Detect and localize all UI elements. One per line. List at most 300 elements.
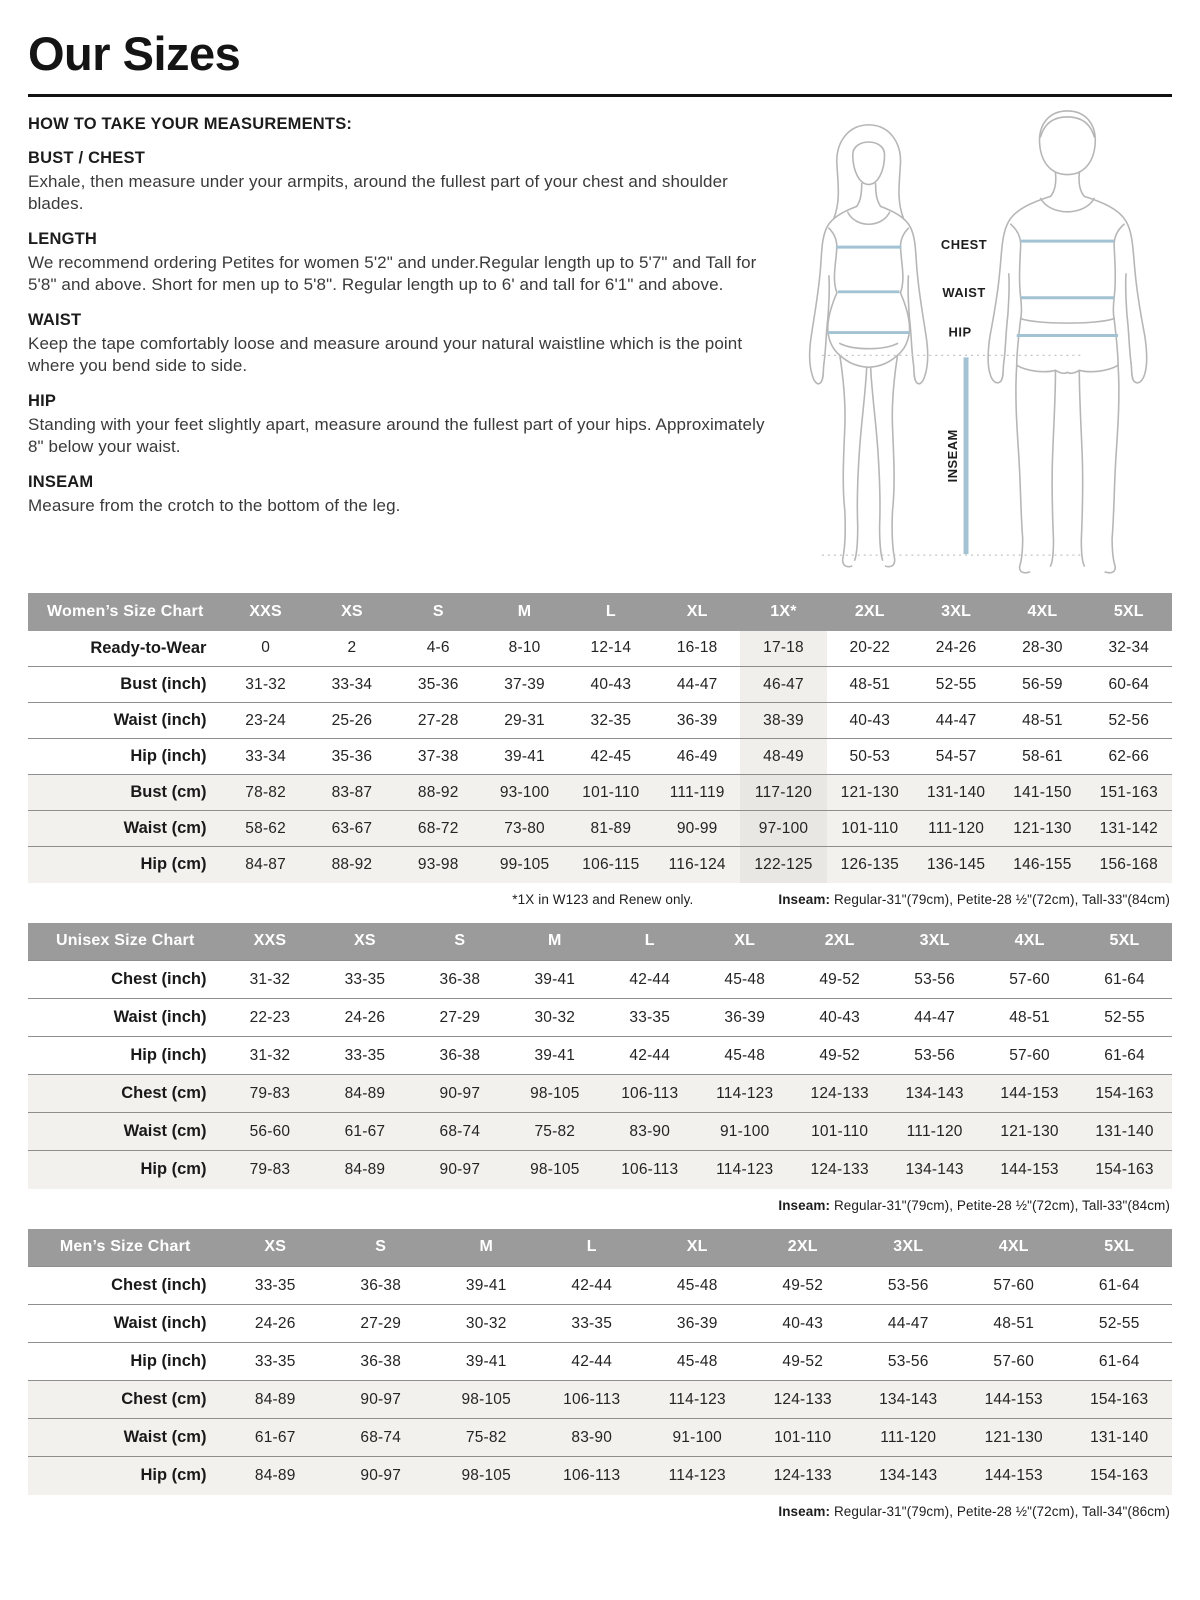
row-label-cell: Waist (inch) — [113, 711, 207, 730]
size-value-cell: 114-123 — [716, 1084, 774, 1102]
size-value-cell: 32-34 — [1108, 639, 1150, 657]
size-column-header: XL — [697, 923, 792, 961]
chest-label: CHEST — [940, 236, 988, 252]
size-value-cell: 33-34 — [245, 747, 286, 765]
size-value-cell: 33-35 — [254, 1352, 296, 1370]
size-value-cell: 154-163 — [1090, 1390, 1149, 1408]
waist-label: WAIST — [942, 284, 986, 300]
row-label-cell: Hip (cm) — [140, 855, 207, 874]
size-value-cell: 98-105 — [461, 1466, 511, 1484]
size-value-cell: 53-56 — [914, 970, 955, 988]
size-value-cell: 106-115 — [582, 855, 640, 873]
size-value-cell: 39-41 — [534, 1046, 576, 1064]
size-column-header: XS — [309, 593, 395, 631]
size-value-cell: 57-60 — [993, 1276, 1035, 1294]
size-value-cell: 53-56 — [887, 1276, 929, 1294]
size-value-cell: 126-135 — [840, 855, 899, 873]
size-value-cell: 154-163 — [1095, 1084, 1154, 1102]
table-notes — [28, 1504, 1170, 1519]
size-value-cell: 45-48 — [724, 1046, 766, 1064]
size-value-cell: 57-60 — [1009, 970, 1050, 988]
row-label-cell: Chest (cm) — [121, 1390, 207, 1409]
size-value-cell: 45-48 — [676, 1276, 718, 1294]
size-value-cell: 68-74 — [439, 1122, 481, 1140]
size-value-cell: 84-87 — [245, 855, 286, 873]
size-value-cell: 61-64 — [1104, 1046, 1145, 1064]
size-column-header: L — [602, 923, 697, 961]
size-value-cell: 78-82 — [245, 783, 286, 801]
size-value-cell: 68-72 — [417, 819, 459, 837]
footnote-inseam — [778, 1504, 1170, 1519]
unisex-size-chart — [28, 923, 1172, 1213]
footnote-inseam-label: Inseam: — [778, 1197, 831, 1213]
size-value-cell: 45-48 — [676, 1352, 718, 1370]
size-value-cell: 31-32 — [249, 1046, 291, 1064]
table-title-cell: Women’s Size Chart — [28, 593, 222, 631]
body-measurement-diagram — [770, 105, 1172, 577]
size-value-cell: 39-41 — [465, 1352, 507, 1370]
row-label-cell: Waist (cm) — [123, 1428, 207, 1447]
row-label-cell: Waist (cm) — [123, 819, 207, 838]
size-value-cell: 146-155 — [1013, 855, 1072, 873]
size-value-cell: 141-150 — [1013, 783, 1072, 801]
row-label-cell: Hip (inch) — [130, 1352, 207, 1371]
size-value-cell: 97-100 — [740, 811, 826, 847]
footnote-inseam — [778, 1198, 1170, 1213]
size-value-cell: 33-35 — [571, 1314, 613, 1332]
size-value-cell: 36-38 — [360, 1352, 402, 1370]
size-value-cell: 42-44 — [629, 1046, 671, 1064]
instruction-heading: HIP — [28, 392, 57, 411]
size-value-cell: 84-89 — [344, 1084, 386, 1102]
instruction-section — [28, 473, 770, 517]
size-column-header: XL — [644, 1229, 750, 1267]
size-value-cell: 44-47 — [935, 711, 977, 729]
size-value-cell: 24-26 — [935, 639, 977, 657]
size-value-cell: 61-64 — [1098, 1276, 1140, 1294]
size-table-row — [28, 1419, 1172, 1457]
size-value-cell: 124-133 — [810, 1084, 869, 1102]
row-label-cell: Ready-to-Wear — [90, 638, 207, 657]
size-value-cell: 31-32 — [249, 970, 291, 988]
size-value-cell: 40-43 — [819, 1008, 860, 1026]
size-table-row — [28, 1457, 1172, 1495]
instruction-section — [28, 392, 770, 458]
size-table-row — [28, 1343, 1172, 1381]
size-table-row — [28, 961, 1172, 999]
size-value-cell: 36-39 — [676, 711, 718, 729]
size-value-cell: 106-113 — [563, 1390, 621, 1408]
size-value-cell: 79-83 — [249, 1084, 291, 1102]
size-column-header: XXS — [222, 923, 317, 961]
size-table-row — [28, 1381, 1172, 1419]
size-value-cell: 52-55 — [1104, 1008, 1145, 1026]
size-column-header: 2XL — [827, 593, 913, 631]
size-value-cell: 49-52 — [782, 1276, 824, 1294]
size-value-cell: 20-22 — [849, 639, 891, 657]
size-value-cell: 39-41 — [465, 1276, 507, 1294]
mens-size-table — [28, 1229, 1172, 1495]
size-table-header-row — [28, 923, 1172, 961]
woman-figure-outline — [810, 125, 928, 567]
size-value-cell: 134-143 — [879, 1466, 938, 1484]
footnote-inseam-text: Regular-31"(79cm), Petite-28 ½"(72cm), Tall-33"(84cm) — [830, 1197, 1170, 1213]
size-value-cell: 88-92 — [417, 783, 459, 801]
size-value-cell: 33-35 — [344, 1046, 386, 1064]
size-value-cell: 151-163 — [1099, 783, 1158, 801]
size-value-cell: 56-59 — [1022, 675, 1063, 693]
instruction-sections — [28, 149, 770, 518]
size-value-cell: 93-100 — [499, 783, 550, 801]
row-label-cell: Waist (inch) — [113, 1008, 207, 1027]
size-value-cell: 131-142 — [1099, 819, 1158, 837]
size-value-cell: 75-82 — [534, 1122, 576, 1140]
size-value-cell: 16-18 — [676, 639, 718, 657]
size-value-cell: 56-60 — [249, 1122, 291, 1140]
size-value-cell: 30-32 — [465, 1314, 507, 1332]
size-column-header: XXS — [222, 593, 308, 631]
size-column-header: 2XL — [750, 1229, 856, 1267]
size-value-cell: 136-145 — [926, 855, 986, 873]
size-value-cell: 93-98 — [417, 855, 459, 873]
size-column-header: 5XL — [1086, 593, 1172, 631]
size-value-cell: 39-41 — [504, 747, 545, 765]
footnote-inseam — [778, 892, 1170, 907]
womens-size-chart — [28, 593, 1172, 907]
size-value-cell: 27-29 — [439, 1008, 481, 1026]
size-value-cell: 49-52 — [819, 970, 860, 988]
top-section — [28, 109, 1172, 577]
size-value-cell: 99-105 — [499, 855, 550, 873]
size-value-cell: 40-43 — [590, 675, 632, 693]
size-value-cell: 75-82 — [465, 1428, 507, 1446]
size-column-header: M — [481, 593, 567, 631]
size-table-row — [28, 631, 1172, 667]
size-value-cell: 111-119 — [669, 783, 725, 801]
size-table-row — [28, 1267, 1172, 1305]
size-value-cell: 101-110 — [811, 1122, 869, 1140]
size-value-cell: 40-43 — [782, 1314, 824, 1332]
size-value-cell: 36-39 — [724, 1008, 766, 1026]
size-column-header: 1X* — [740, 593, 826, 631]
size-value-cell: 42-44 — [571, 1352, 613, 1370]
size-value-cell: 27-28 — [417, 711, 459, 729]
size-value-cell: 27-29 — [360, 1314, 402, 1332]
size-value-cell: 52-56 — [1108, 711, 1150, 729]
size-value-cell: 42-45 — [590, 747, 632, 765]
size-value-cell: 134-143 — [879, 1390, 938, 1408]
size-table-header-row — [28, 593, 1172, 631]
instruction-heading: BUST / CHEST — [28, 148, 145, 167]
size-value-cell: 50-53 — [849, 747, 891, 765]
size-value-cell: 61-67 — [254, 1428, 296, 1446]
size-value-cell: 121-130 — [840, 783, 899, 801]
size-value-cell: 24-26 — [344, 1008, 386, 1026]
row-label-cell: Bust (inch) — [120, 675, 207, 694]
size-value-cell: 116-124 — [668, 855, 726, 873]
size-value-cell: 131-140 — [1090, 1428, 1149, 1446]
size-table-row — [28, 1037, 1172, 1075]
row-label-cell: Waist (cm) — [123, 1122, 207, 1141]
size-value-cell: 90-97 — [360, 1466, 402, 1484]
size-value-cell: 101-110 — [582, 783, 640, 801]
size-value-cell: 98-105 — [530, 1160, 580, 1178]
size-value-cell: 58-61 — [1022, 747, 1063, 765]
size-value-cell: 144-153 — [1000, 1160, 1059, 1178]
size-value-cell: 30-32 — [534, 1008, 576, 1026]
size-value-cell: 42-44 — [629, 970, 671, 988]
size-column-header: 2XL — [792, 923, 887, 961]
footnote-inseam-label: Inseam: — [778, 1503, 831, 1519]
size-value-cell: 35-36 — [331, 747, 373, 765]
size-table-row — [28, 703, 1172, 739]
size-value-cell: 101-110 — [841, 819, 899, 837]
size-value-cell: 48-51 — [849, 675, 891, 693]
size-value-cell: 8-10 — [508, 639, 541, 657]
size-value-cell: 48-49 — [740, 739, 826, 775]
size-value-cell: 114-123 — [668, 1390, 726, 1408]
size-value-cell: 154-163 — [1090, 1466, 1149, 1484]
row-label-cell: Bust (cm) — [130, 783, 207, 802]
size-column-header: 4XL — [961, 1229, 1067, 1267]
size-table-row — [28, 1151, 1172, 1189]
size-table-row — [28, 811, 1172, 847]
size-value-cell: 33-35 — [254, 1276, 296, 1294]
size-value-cell: 134-143 — [905, 1084, 964, 1102]
size-value-cell: 106-113 — [621, 1084, 679, 1102]
size-value-cell: 156-168 — [1099, 855, 1158, 873]
size-value-cell: 38-39 — [740, 703, 826, 739]
size-value-cell: 60-64 — [1108, 675, 1150, 693]
table-notes — [28, 892, 1170, 907]
size-value-cell: 40-43 — [849, 711, 891, 729]
row-label-cell: Chest (inch) — [111, 970, 207, 989]
size-value-cell: 32-35 — [590, 711, 632, 729]
instruction-heading: INSEAM — [28, 473, 94, 492]
footnote-inseam-text: Regular-31"(79cm), Petite-28 ½"(72cm), Tall-34"(86cm) — [830, 1503, 1170, 1519]
size-value-cell: 24-26 — [254, 1314, 296, 1332]
size-value-cell: 57-60 — [993, 1352, 1035, 1370]
size-value-cell: 42-44 — [571, 1276, 613, 1294]
size-value-cell: 31-32 — [245, 675, 286, 693]
instruction-section — [28, 149, 770, 215]
size-value-cell: 88-92 — [331, 855, 373, 873]
instructions-heading: HOW TO TAKE YOUR MEASUREMENTS: — [28, 114, 353, 133]
size-column-header: S — [328, 1229, 434, 1267]
size-column-header: M — [433, 1229, 539, 1267]
size-value-cell: 83-87 — [331, 783, 373, 801]
footnote-asterisk: *1X in W123 and Renew only. — [512, 891, 694, 907]
size-value-cell: 144-153 — [1000, 1084, 1059, 1102]
size-value-cell: 23-24 — [245, 711, 286, 729]
size-value-cell: 84-89 — [254, 1390, 296, 1408]
size-column-header: 3XL — [913, 593, 999, 631]
size-value-cell: 46-49 — [676, 747, 718, 765]
footnote-inseam-text: Regular-31"(79cm), Petite-28 ½"(72cm), Tall-33"(84cm) — [830, 891, 1170, 907]
size-value-cell: 84-89 — [344, 1160, 386, 1178]
size-value-cell: 98-105 — [461, 1390, 511, 1408]
row-label-cell: Chest (inch) — [111, 1276, 207, 1295]
size-column-header: XL — [654, 593, 740, 631]
size-column-header: 5XL — [1077, 923, 1172, 961]
table-title-cell: Unisex Size Chart — [28, 923, 222, 961]
size-value-cell: 25-26 — [331, 711, 373, 729]
footnote-inseam-label: Inseam: — [778, 891, 831, 907]
instruction-body: Measure from the crotch to the bottom of the leg. — [28, 496, 401, 516]
size-value-cell: 0 — [261, 639, 271, 657]
size-table-row — [28, 739, 1172, 775]
size-value-cell: 49-52 — [819, 1046, 860, 1064]
size-value-cell: 33-35 — [344, 970, 386, 988]
size-value-cell: 79-83 — [249, 1160, 291, 1178]
size-column-header: XS — [222, 1229, 328, 1267]
instruction-body: We recommend ordering Petites for women 5'2" and under.Regular length up to 5'7" and Tall for 5'8" and above. Short for men up to 5'8". Regular length up to 6' and tall for 6'1" and above. — [28, 252, 757, 294]
page-title: Our Sizes — [28, 27, 241, 80]
size-value-cell: 61-64 — [1098, 1352, 1140, 1370]
size-table-row — [28, 999, 1172, 1037]
size-value-cell: 54-57 — [935, 747, 977, 765]
mens-size-chart — [28, 1229, 1172, 1519]
size-value-cell: 101-110 — [774, 1428, 832, 1446]
instruction-body: Keep the tape comfortably loose and measure around your natural waistline which is the point where you bend side to side. — [28, 334, 743, 376]
size-value-cell: 58-62 — [245, 819, 286, 837]
size-value-cell: 37-38 — [417, 747, 459, 765]
size-value-cell: 22-23 — [249, 1008, 291, 1026]
womens-size-table — [28, 593, 1172, 883]
size-value-cell: 111-120 — [928, 819, 985, 837]
size-value-cell: 134-143 — [905, 1160, 964, 1178]
size-value-cell: 106-113 — [621, 1160, 679, 1178]
size-value-cell: 45-48 — [724, 970, 766, 988]
size-value-cell: 124-133 — [810, 1160, 869, 1178]
row-label-cell: Chest (cm) — [121, 1084, 207, 1103]
size-value-cell: 121-130 — [1000, 1122, 1059, 1140]
size-value-cell: 91-100 — [719, 1122, 770, 1140]
size-value-cell: 68-74 — [360, 1428, 402, 1446]
size-value-cell: 36-39 — [676, 1314, 718, 1332]
size-value-cell: 90-97 — [360, 1390, 402, 1408]
size-value-cell: 63-67 — [331, 819, 373, 837]
row-label-cell: Hip (cm) — [140, 1160, 207, 1179]
size-value-cell: 48-51 — [993, 1314, 1035, 1332]
size-column-header: M — [507, 923, 602, 961]
title-divider — [28, 94, 1172, 97]
size-value-cell: 122-125 — [740, 847, 826, 883]
size-value-cell: 73-80 — [504, 819, 545, 837]
instruction-section — [28, 311, 770, 377]
size-value-cell: 62-66 — [1108, 747, 1150, 765]
size-value-cell: 83-90 — [571, 1428, 613, 1446]
size-value-cell: 131-140 — [1095, 1122, 1154, 1140]
size-table-header-row — [28, 1229, 1172, 1267]
size-value-cell: 81-89 — [590, 819, 632, 837]
size-column-header: XS — [317, 923, 412, 961]
size-value-cell: 61-64 — [1104, 970, 1145, 988]
row-label-cell: Hip (inch) — [130, 1046, 207, 1065]
size-column-header: S — [395, 593, 481, 631]
size-value-cell: 17-18 — [740, 631, 826, 667]
hip-label: HIP — [948, 324, 972, 340]
size-value-cell: 36-38 — [439, 1046, 481, 1064]
size-column-header: 4XL — [982, 923, 1077, 961]
size-value-cell: 4-6 — [426, 639, 450, 657]
size-value-cell: 84-89 — [254, 1466, 296, 1484]
size-value-cell: 48-51 — [1009, 1008, 1050, 1026]
inseam-label: INSEAM — [945, 428, 961, 483]
size-value-cell: 44-47 — [887, 1314, 929, 1332]
size-value-cell: 48-51 — [1022, 711, 1063, 729]
size-value-cell: 57-60 — [1009, 1046, 1050, 1064]
size-table-row — [28, 667, 1172, 703]
instruction-heading: WAIST — [28, 311, 82, 330]
body-diagram-svg — [774, 105, 1172, 577]
size-table-row — [28, 1113, 1172, 1151]
size-value-cell: 90-99 — [676, 819, 718, 837]
size-value-cell: 111-120 — [906, 1122, 963, 1140]
size-value-cell: 114-123 — [716, 1160, 774, 1178]
row-label-cell: Hip (cm) — [140, 1466, 207, 1485]
size-value-cell: 111-120 — [880, 1428, 937, 1446]
instruction-body: Standing with your feet slightly apart, measure around the fullest part of your hips. Approximately 8" below your waist. — [28, 415, 765, 457]
size-table-row — [28, 1075, 1172, 1113]
size-value-cell: 117-120 — [740, 775, 826, 811]
instruction-section — [28, 230, 770, 296]
size-column-header: L — [568, 593, 654, 631]
instruction-heading: LENGTH — [28, 229, 98, 248]
size-value-cell: 144-153 — [984, 1466, 1043, 1484]
size-value-cell: 144-153 — [984, 1390, 1043, 1408]
size-value-cell: 44-47 — [914, 1008, 955, 1026]
size-value-cell: 46-47 — [740, 667, 826, 703]
size-value-cell: 53-56 — [914, 1046, 955, 1064]
size-value-cell: 49-52 — [782, 1352, 824, 1370]
size-value-cell: 29-31 — [504, 711, 545, 729]
unisex-size-table — [28, 923, 1172, 1189]
size-table-row — [28, 1305, 1172, 1343]
size-value-cell: 124-133 — [773, 1390, 832, 1408]
size-value-cell: 90-97 — [439, 1160, 481, 1178]
table-notes — [28, 1198, 1170, 1213]
table-title-cell: Men’s Size Chart — [28, 1229, 222, 1267]
size-value-cell: 52-55 — [1098, 1314, 1140, 1332]
size-table-row — [28, 847, 1172, 883]
instruction-body: Exhale, then measure under your armpits, around the fullest part of your chest and shoulder blades. — [28, 171, 728, 213]
size-value-cell: 131-140 — [926, 783, 986, 801]
size-value-cell: 83-90 — [629, 1122, 671, 1140]
size-value-cell: 154-163 — [1095, 1160, 1154, 1178]
size-value-cell: 53-56 — [887, 1352, 929, 1370]
size-column-header: 3XL — [855, 1229, 961, 1267]
size-column-header: L — [539, 1229, 645, 1267]
size-value-cell: 36-38 — [360, 1276, 402, 1294]
size-column-header: 3XL — [887, 923, 982, 961]
row-label-cell: Hip (inch) — [130, 747, 207, 766]
measurement-instructions — [28, 109, 770, 518]
size-value-cell: 98-105 — [530, 1084, 580, 1102]
size-column-header: 5XL — [1066, 1229, 1172, 1267]
size-value-cell: 33-35 — [629, 1008, 671, 1026]
size-value-cell: 12-14 — [590, 639, 632, 657]
size-value-cell: 44-47 — [676, 675, 718, 693]
size-tables — [28, 593, 1172, 1519]
size-value-cell: 37-39 — [504, 675, 545, 693]
size-value-cell: 33-34 — [331, 675, 373, 693]
size-value-cell: 114-123 — [668, 1466, 726, 1484]
size-value-cell: 106-113 — [563, 1466, 621, 1484]
row-label-cell: Waist (inch) — [113, 1314, 207, 1333]
size-value-cell: 121-130 — [1013, 819, 1072, 837]
size-value-cell: 121-130 — [984, 1428, 1043, 1446]
